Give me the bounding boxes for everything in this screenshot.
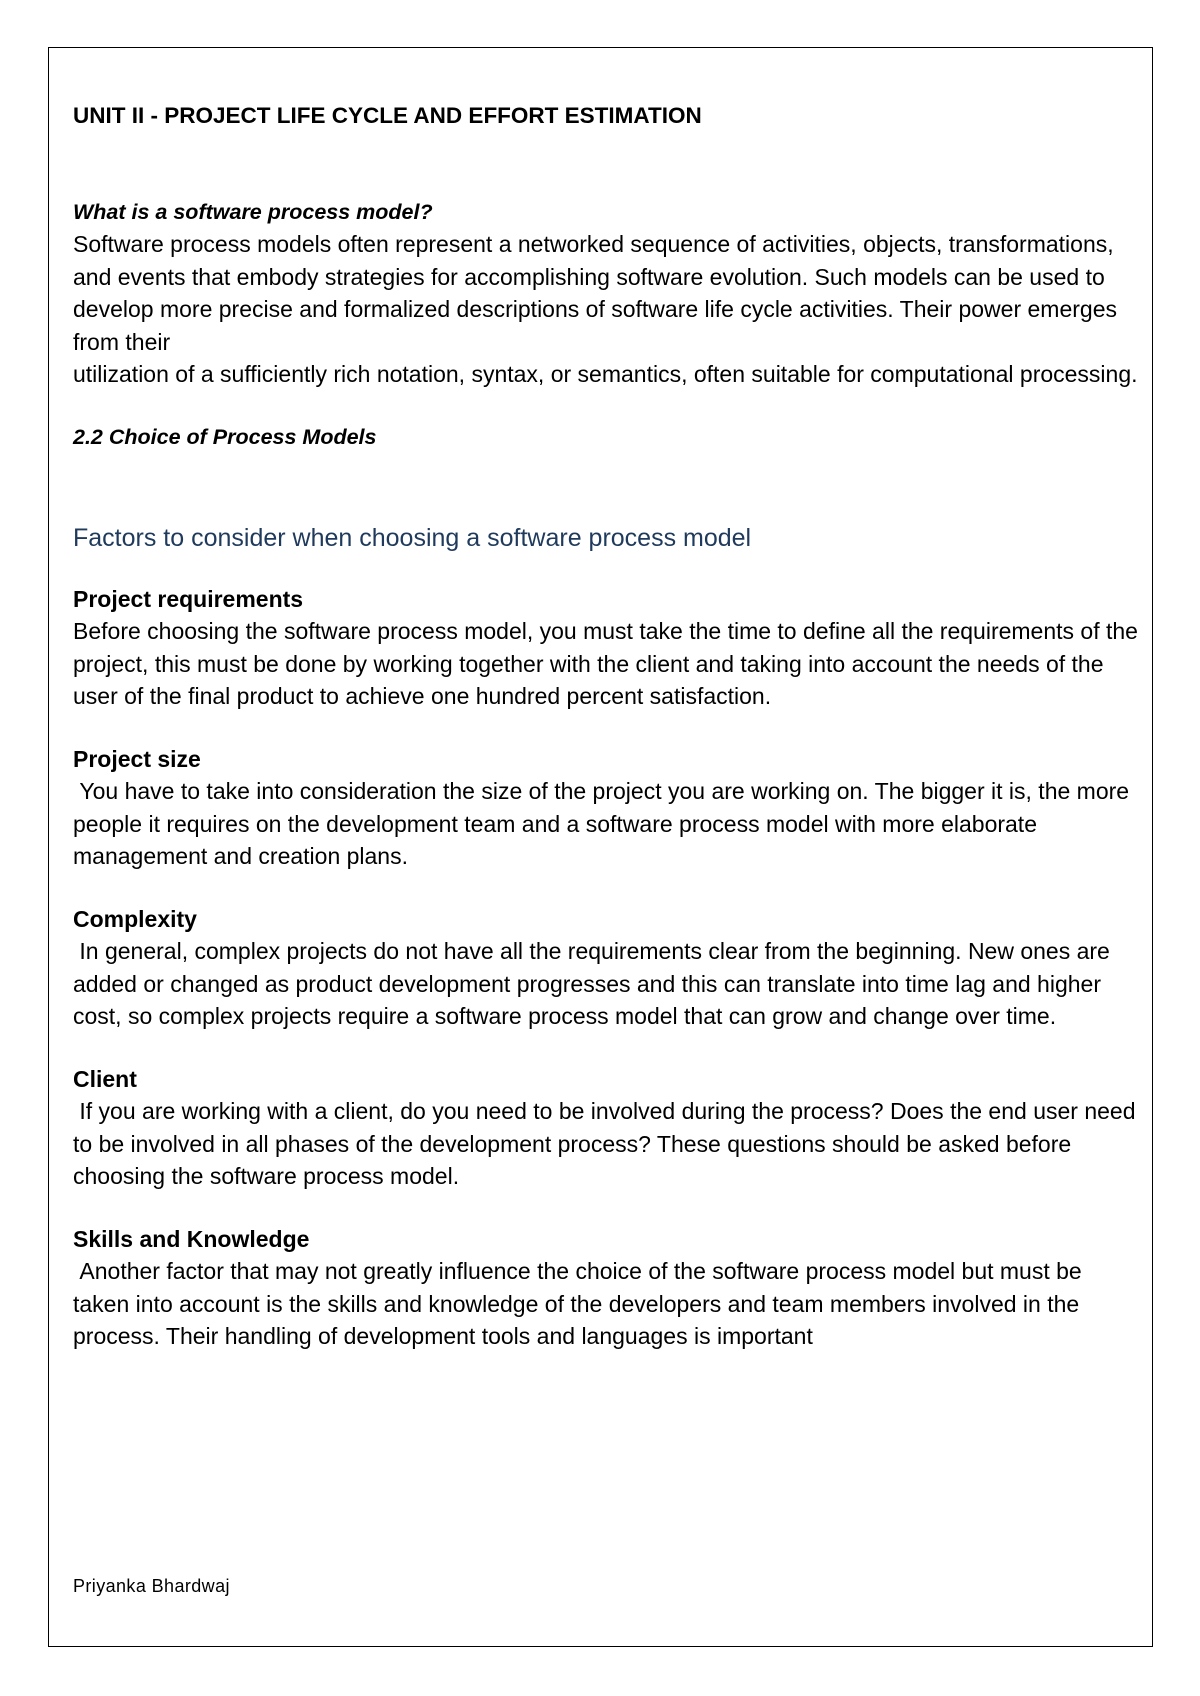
unit-title: UNIT II - PROJECT LIFE CYCLE AND EFFORT ESTIMATION bbox=[73, 103, 702, 128]
factor-title: Skills and Knowledge bbox=[73, 1225, 310, 1252]
factor-body: In general, complex projects do not have all the requirements clear from the beginning. New ones are added or changed as product development progresses and this can translate into time lag and higher cost, so complex projects require a software process model that can grow and change over time. bbox=[73, 938, 1117, 1029]
factor-complexity bbox=[73, 903, 1138, 1033]
factor-body: You have to take into consideration the size of the project you are working on. The bigger it is, the more people it requires on the development team and a software process model with more elaborate management and creation plans. bbox=[73, 778, 1136, 869]
document-content bbox=[73, 100, 1142, 1353]
factor-body: If you are working with a client, do you need to be involved during the process? Does the end user need to be involved in all phases of the development process? These questions should be asked before choosing the software process model. bbox=[73, 1098, 1142, 1189]
factor-client bbox=[73, 1063, 1142, 1193]
factor-body: Before choosing the software process model, you must take the time to define all the requirements of the project, this must be done by working together with the client and taking into account the needs of the user of the final product to achieve one hundred percent satisfaction. bbox=[73, 618, 1138, 709]
intro-paragraph: Software process models often represent a networked sequence of activities, objects, transformations, and events that embody strategies for accomplishing software evolution. Such models can be used to develop more precise and formalized descriptions of software life cycle activities. Their power emerges from their bbox=[73, 231, 1117, 355]
factor-project-size bbox=[73, 743, 1138, 873]
factor-title: Complexity bbox=[73, 905, 197, 932]
factor-title: Project size bbox=[73, 745, 201, 772]
factors-heading: Factors to consider when choosing a software process model bbox=[73, 523, 752, 552]
intro-paragraph-continued: utilization of a sufficiently rich notation, syntax, or semantics, often suitable for computational processing. bbox=[73, 361, 1138, 387]
footer-author: Priyanka Bhardwaj bbox=[73, 1576, 230, 1596]
factor-title: Client bbox=[73, 1065, 137, 1092]
section-heading: 2.2 Choice of Process Models bbox=[73, 424, 377, 449]
factor-skills-and-knowledge bbox=[73, 1223, 1138, 1353]
factor-title: Project requirements bbox=[73, 585, 304, 612]
factor-body: Another factor that may not greatly influence the choice of the software process model but must be taken into account is the skills and knowledge of the developers and team members involved in the process. Their handling of development tools and languages is important bbox=[73, 1258, 1089, 1349]
factor-project-requirements bbox=[73, 583, 1138, 713]
question-heading: What is a software process model? bbox=[73, 200, 433, 224]
